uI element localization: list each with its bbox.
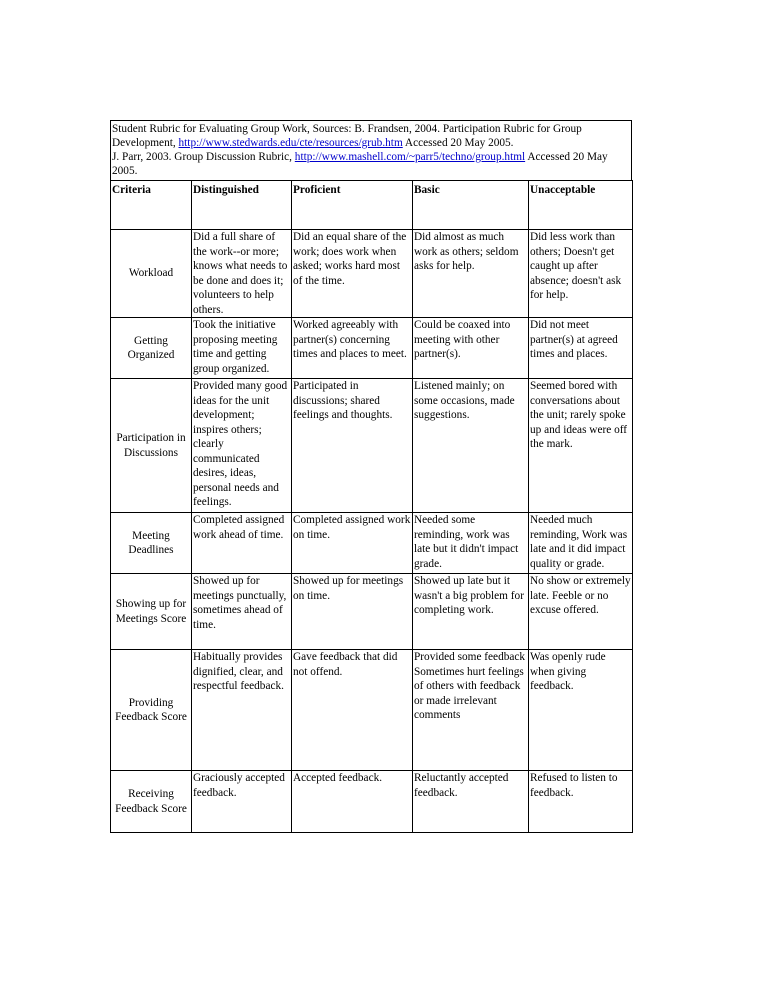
distinguished-cell: Provided many good ideas for the unit development; inspires others; clearly communicated desires, ideas, personal needs and feelings. [192, 379, 292, 513]
unacceptable-cell: No show or extremely late. Feeble or no excuse offered. [529, 574, 633, 650]
criteria-cell: Getting Organized [111, 318, 192, 379]
col-header-proficient: Proficient [292, 181, 413, 230]
distinguished-cell: Completed assigned work ahead of time. [192, 513, 292, 574]
criteria-cell: Meeting Deadlines [111, 513, 192, 574]
sources-line2: J. Parr, 2003. Group Discussion Rubric, [112, 151, 295, 163]
basic-cell: Reluctantly accepted feedback. [413, 771, 529, 833]
rubric-table [110, 180, 633, 833]
criteria-cell: Participation in Discussions [111, 379, 192, 513]
table-row [111, 318, 633, 379]
table-row [111, 230, 633, 318]
table-row [111, 574, 633, 650]
mashell-link[interactable]: http://www.mashell.com/~parr5/techno/group.html [294, 151, 526, 163]
unacceptable-cell: Seemed bored with conversations about the unit; rarely spoke up and ideas were off the mark. [529, 379, 633, 513]
rubric-document [110, 120, 632, 833]
distinguished-cell: Did a full share of the work--or more; knows what needs to be done and does it; volunteers to help others. [192, 230, 292, 318]
proficient-cell: Accepted feedback. [292, 771, 413, 833]
distinguished-cell: Graciously accepted feedback. [192, 771, 292, 833]
basic-cell: Could be coaxed into meeting with other partner(s). [413, 318, 529, 379]
sources-line1: Student Rubric for Evaluating Group Work, Sources: B. Frandsen, 2004. Participation Rubric for Group Development, [112, 123, 582, 149]
basic-cell: Showed up late but it wasn't a big problem for completing work. [413, 574, 529, 650]
criteria-cell: Workload [111, 230, 192, 318]
proficient-cell: Completed assigned work on time. [292, 513, 413, 574]
table-row [111, 650, 633, 771]
unacceptable-cell: Refused to listen to feedback. [529, 771, 633, 833]
proficient-cell: Did an equal share of the work; does work when asked; works hard most of the time. [292, 230, 413, 318]
col-header-distinguished: Distinguished [192, 181, 292, 230]
distinguished-cell: Took the initiative proposing meeting time and getting group organized. [192, 318, 292, 379]
criteria-cell: Providing Feedback Score [111, 650, 192, 771]
basic-cell: Did almost as much work as others; seldom asks for help. [413, 230, 529, 318]
sources-line2-accessed: Accessed 20 May 2005. [112, 151, 608, 177]
sources-line1-accessed: Accessed 20 May 2005. [402, 137, 514, 149]
col-header-criteria: Criteria [111, 181, 192, 230]
proficient-cell: Showed up for meetings on time. [292, 574, 413, 650]
proficient-cell: Participated in discussions; shared feelings and thoughts. [292, 379, 413, 513]
unacceptable-cell: Did not meet partner(s) at agreed times and places. [529, 318, 633, 379]
col-header-basic: Basic [413, 181, 529, 230]
criteria-cell: Receiving Feedback Score [111, 771, 192, 833]
distinguished-cell: Showed up for meetings punctually, sometimes ahead of time. [192, 574, 292, 650]
basic-cell: Needed some reminding, work was late but it didn't impact grade. [413, 513, 529, 574]
unacceptable-cell: Was openly rude when giving feedback. [529, 650, 633, 771]
col-header-unacceptable: Unacceptable [529, 181, 633, 230]
unacceptable-cell: Did less work than others; Doesn't get caught up after absence; doesn't ask for help. [529, 230, 633, 318]
unacceptable-cell: Needed much reminding, Work was late and it did impact quality or grade. [529, 513, 633, 574]
stedwards-link[interactable]: http://www.stedwards.edu/cte/resources/grub.htm [178, 137, 403, 149]
proficient-cell: Worked agreeably with partner(s) concerning times and places to meet. [292, 318, 413, 379]
criteria-cell: Showing up for Meetings Score [111, 574, 192, 650]
proficient-cell: Gave feedback that did not offend. [292, 650, 413, 771]
table-row [111, 379, 633, 513]
basic-cell: Provided some feedback Sometimes hurt feelings of others with feedback or made irrelevant comments [413, 650, 529, 771]
header-row [111, 181, 633, 230]
sources-header [110, 120, 632, 180]
distinguished-cell: Habitually provides dignified, clear, and respectful feedback. [192, 650, 292, 771]
basic-cell: Listened mainly; on some occasions, made suggestions. [413, 379, 529, 513]
table-row [111, 771, 633, 833]
table-row [111, 513, 633, 574]
